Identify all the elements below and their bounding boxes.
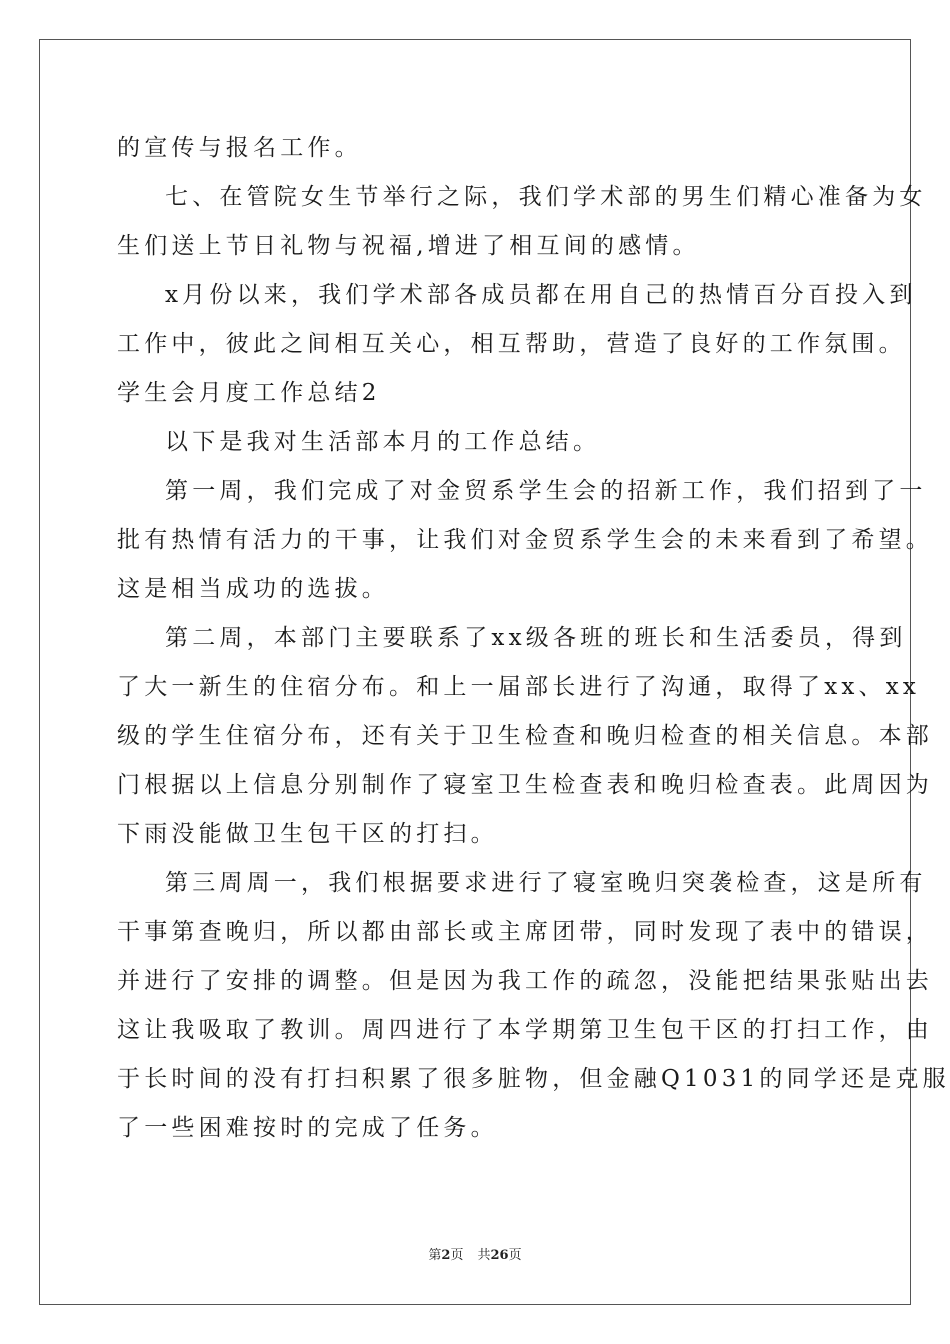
text-line-3: 生们送上节日礼物与祝福,增进了相互间的感情。: [117, 233, 700, 259]
page-suffix: 页: [450, 1248, 464, 1263]
total-suffix: 页: [508, 1248, 522, 1263]
text-line-17: 干事第查晚归，所以都由部长或主席团带，同时发现了表中的错误，: [117, 919, 933, 945]
text-line-16: 第三周周一，我们根据要求进行了寝室晚归突袭检查，这是所有: [165, 870, 927, 896]
text-line-4: x月份以来，我们学术部各成员都在用自己的热情百分百投入到: [165, 282, 917, 308]
total-pages: 26: [490, 1248, 509, 1263]
page-number: 2: [441, 1248, 451, 1263]
document-body: [117, 124, 950, 1153]
text-line-1: 的宣传与报名工作。: [117, 135, 362, 161]
text-line-7: 以下是我对生活部本月的工作总结。: [165, 429, 601, 455]
text-line-12: 了大一新生的住宿分布。和上一届部长进行了沟通，取得了xx、xx: [117, 674, 921, 700]
text-line-13: 级的学生住宿分布，还有关于卫生检查和晚归检查的相关信息。本部: [117, 723, 933, 749]
total-prefix: 共: [477, 1248, 491, 1263]
text-line-5: 工作中，彼此之间相互关心，相互帮助，营造了良好的工作氛围。: [117, 331, 906, 357]
text-line-11: 第二周，本部门主要联系了xx级各班的班长和生活委员，得到: [165, 625, 907, 651]
text-line-20: 于长时间的没有打扫积累了很多脏物，但金融Q1031的同学还是克服: [117, 1066, 950, 1092]
text-line-14: 门根据以上信息分别制作了寝室卫生检查表和晚归检查表。此周因为: [117, 772, 933, 798]
page-prefix: 第: [428, 1248, 442, 1263]
text-line-18: 并进行了安排的调整。但是因为我工作的疏忽，没能把结果张贴出去: [117, 968, 933, 994]
text-line-19: 这让我吸取了教训。周四进行了本学期第卫生包干区的打扫工作，由: [117, 1017, 933, 1043]
text-line-8: 第一周，我们完成了对金贸系学生会的招新工作，我们招到了一: [165, 478, 927, 504]
text-line-15: 下雨没能做卫生包干区的打扫。: [117, 821, 498, 847]
section-heading: 学生会月度工作总结2: [117, 380, 381, 406]
text-line-9: 批有热情有活力的干事，让我们对金贸系学生会的未来看到了希望。: [117, 527, 933, 553]
page-footer: [0, 1244, 950, 1263]
text-line-2: 七、在管院女生节举行之际，我们学术部的男生们精心准备为女: [165, 184, 927, 210]
text-line-10: 这是相当成功的选拔。: [117, 576, 389, 602]
text-line-21: 了一些困难按时的完成了任务。: [117, 1115, 498, 1141]
